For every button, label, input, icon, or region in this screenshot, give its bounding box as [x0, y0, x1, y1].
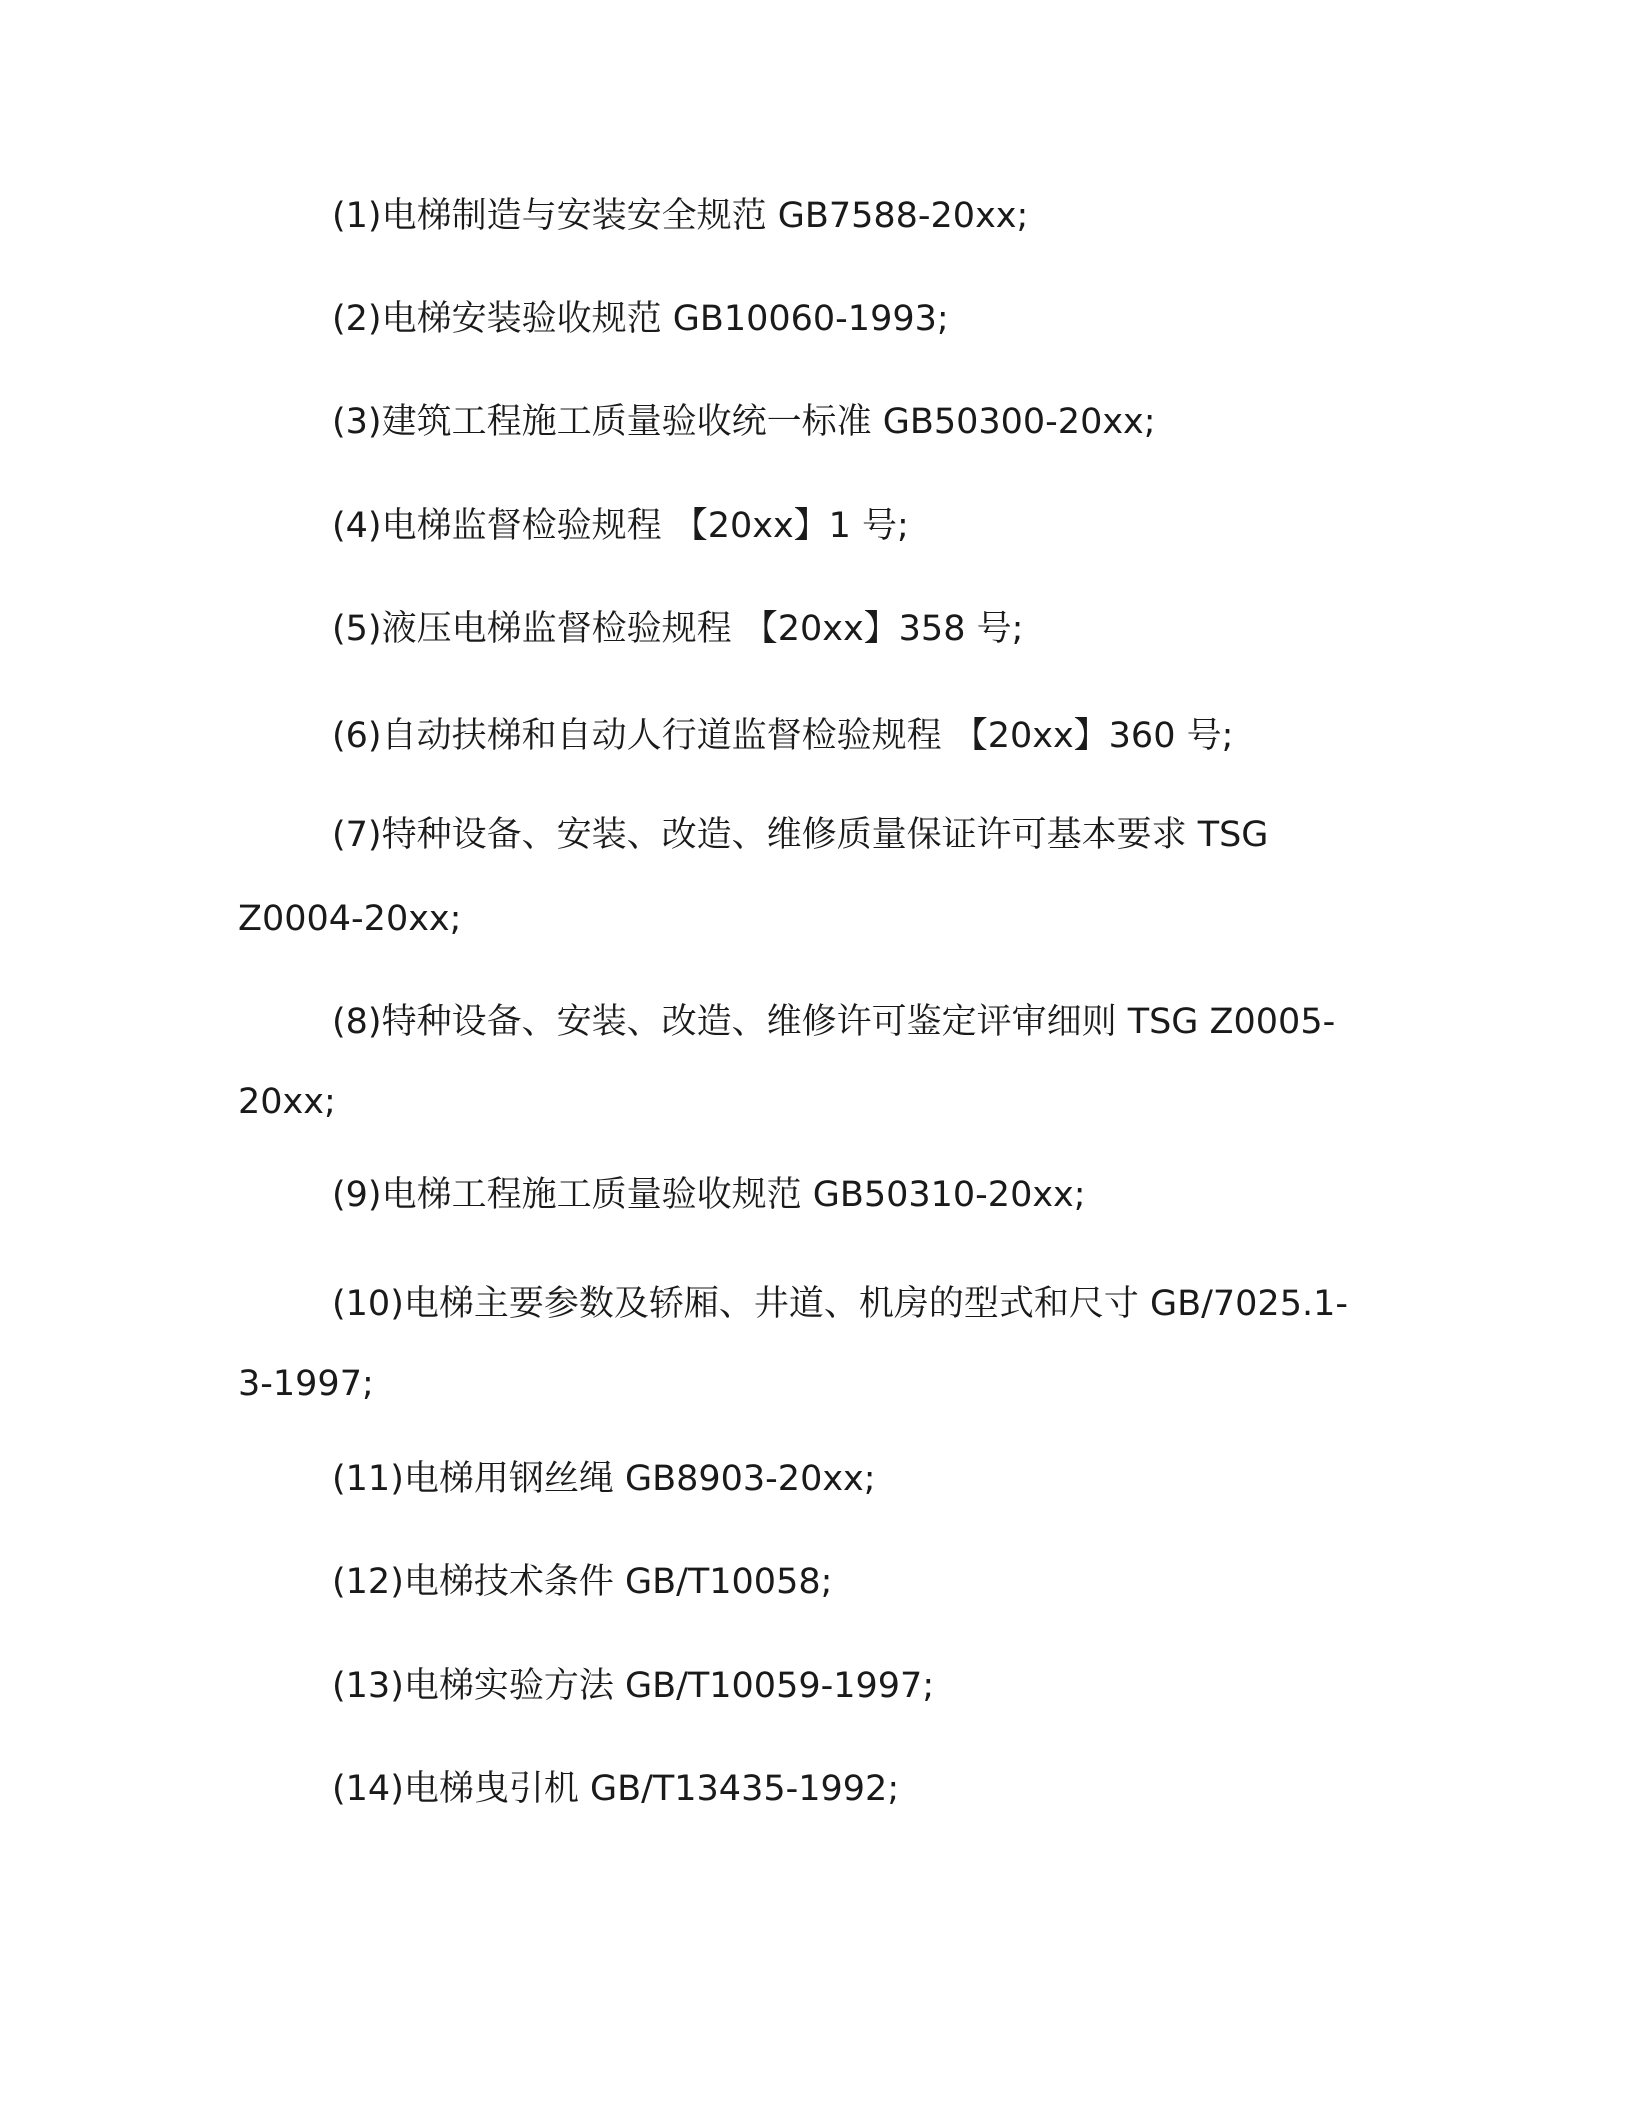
list-item-14: (14)电梯曳引机 GB/T13435-1992;: [332, 1769, 900, 1809]
list-item-13: (13)电梯实验方法 GB/T10059-1997;: [332, 1666, 935, 1706]
list-item-9: (9)电梯工程施工质量验收规范 GB50310-20xx;: [332, 1175, 1086, 1215]
list-item-1: (1)电梯制造与安装安全规范 GB7588-20xx;: [332, 196, 1029, 236]
list-item-7: (7)特种设备、安装、改造、维修质量保证许可基本要求 TSG: [332, 815, 1269, 855]
list-item-10: (10)电梯主要参数及轿厢、井道、机房的型式和尺寸 GB/7025.1-: [332, 1284, 1348, 1324]
list-item-8: (8)特种设备、安装、改造、维修许可鉴定评审细则 TSG Z0005-: [332, 1002, 1336, 1042]
list-item-2: (2)电梯安装验收规范 GB10060-1993;: [332, 299, 949, 339]
list-item-10-continuation: 3-1997;: [238, 1364, 374, 1404]
list-item-3: (3)建筑工程施工质量验收统一标准 GB50300-20xx;: [332, 402, 1156, 442]
list-item-7-continuation: Z0004-20xx;: [238, 899, 462, 939]
list-item-6: (6)自动扶梯和自动人行道监督检验规程 【20xx】360 号;: [332, 716, 1234, 756]
list-item-12: (12)电梯技术条件 GB/T10058;: [332, 1562, 833, 1602]
list-item-4: (4)电梯监督检验规程 【20xx】1 号;: [332, 506, 909, 546]
list-item-5: (5)液压电梯监督检验规程 【20xx】358 号;: [332, 609, 1024, 649]
list-item-11: (11)电梯用钢丝绳 GB8903-20xx;: [332, 1459, 876, 1499]
list-item-8-continuation: 20xx;: [238, 1082, 336, 1122]
